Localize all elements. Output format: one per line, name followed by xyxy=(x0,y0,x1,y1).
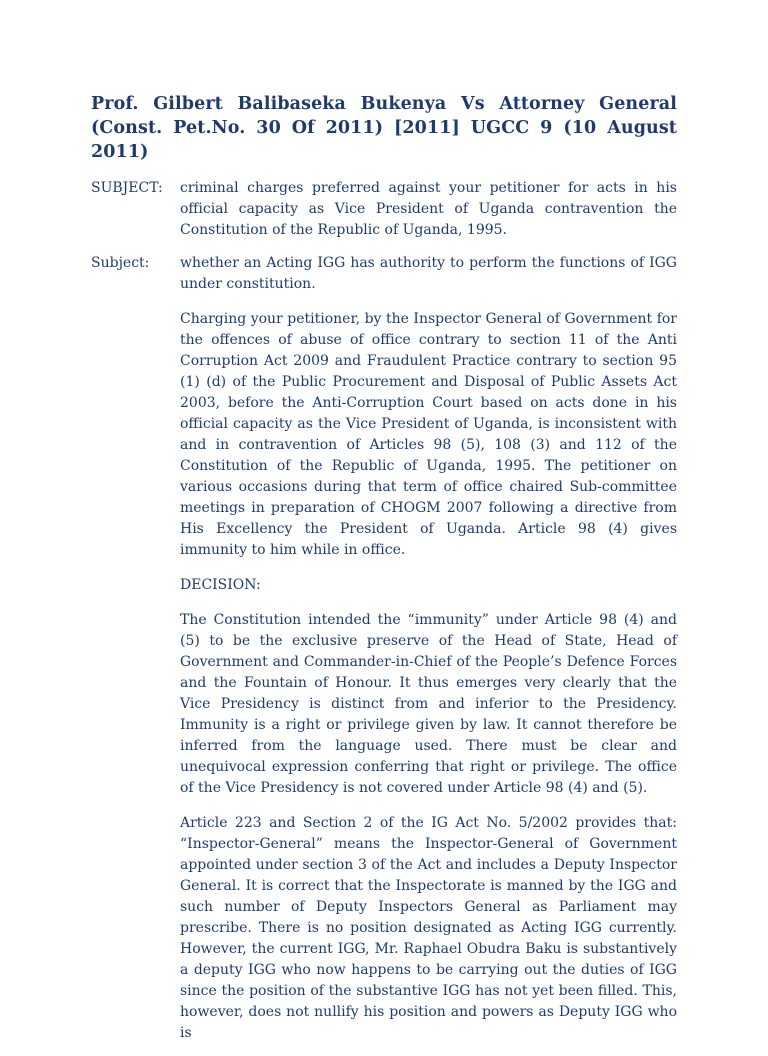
body-paragraph: Charging your petitioner, by the Inspector General of Government for the offences of abuse of office contrary to section 11 of the Anti Corruption Act 2009 and Fraudulent Practice contrary to section 95 (1) (d) of the Public Procurement and Disposal of Public Assets Act 2003, before the Anti-Corruption Court based on acts done in his official capacity as the Vice President of Uganda, is inconsistent with and in contravention of Articles 98 (5), 108 (3) and 112 of the Constitution of the Republic of Uganda, 1995. The petitioner on various occasions during that term of office chaired Sub-committee meetings in preparation of CHOGM 2007 following a directive from His Excellency the President of Uganda. Article 98 (4) gives immunity to him while in office. xyxy=(180,311,677,558)
subject-text: whether an Acting IGG has authority to perform the functions of IGG under constitution. xyxy=(180,255,677,292)
body-paragraph: The Constitution intended the “immunity” under Article 98 (4) and (5) to be the exclusive preserve of the Head of State, Head of Government and Commander-in-Chief of the People’s Defence Forces and the Fountain of Honour. It thus emerges very clearly that the Vice Presidency is distinct from and inferior to the Presidency. Immunity is a right or privilege given by law. It cannot therefore be inferred from the language used. There must be clear and unequivocal expression conferring that right or privilege. The office of the Vice Presidency is not covered under Article 98 (4) and (5). xyxy=(180,612,677,796)
document-title: Prof. Gilbert Balibaseka Bukenya Vs Attorney General (Const. Pet.No. 30 Of 2011) [2011] UGCC 9 (10 August 2011) xyxy=(91,94,677,162)
body-paragraph: Article 223 and Section 2 of the IG Act No. 5/2002 provides that: “Inspector-General” means the Inspector-General of Government appointed under section 3 of the Act and includes a Deputy Inspector General. It is correct that the Inspectorate is manned by the IGG and such number of Deputy Inspectors General as Parliament may prescribe. There is no position designated as Acting IGG currently. However, the current IGG, Mr. Raphael Obudra Baku is substantively a deputy IGG who now happens to be carrying out the duties of IGG since the position of the substantive IGG has not yet been filled. This, however, does not nullify his position and powers as Deputy IGG who is xyxy=(180,815,677,1041)
decision-heading: DECISION: xyxy=(180,577,261,593)
subject-text: criminal charges preferred against your petitioner for acts in his official capacity as Vice President of Uganda contravention the Constitution of the Republic of Uganda, 1995. xyxy=(180,180,677,238)
document-page xyxy=(91,92,677,1056)
subject-label: Subject: xyxy=(91,255,150,271)
subject-label: SUBJECT: xyxy=(91,180,163,196)
subject-row xyxy=(91,178,677,241)
subject-row xyxy=(91,253,677,295)
